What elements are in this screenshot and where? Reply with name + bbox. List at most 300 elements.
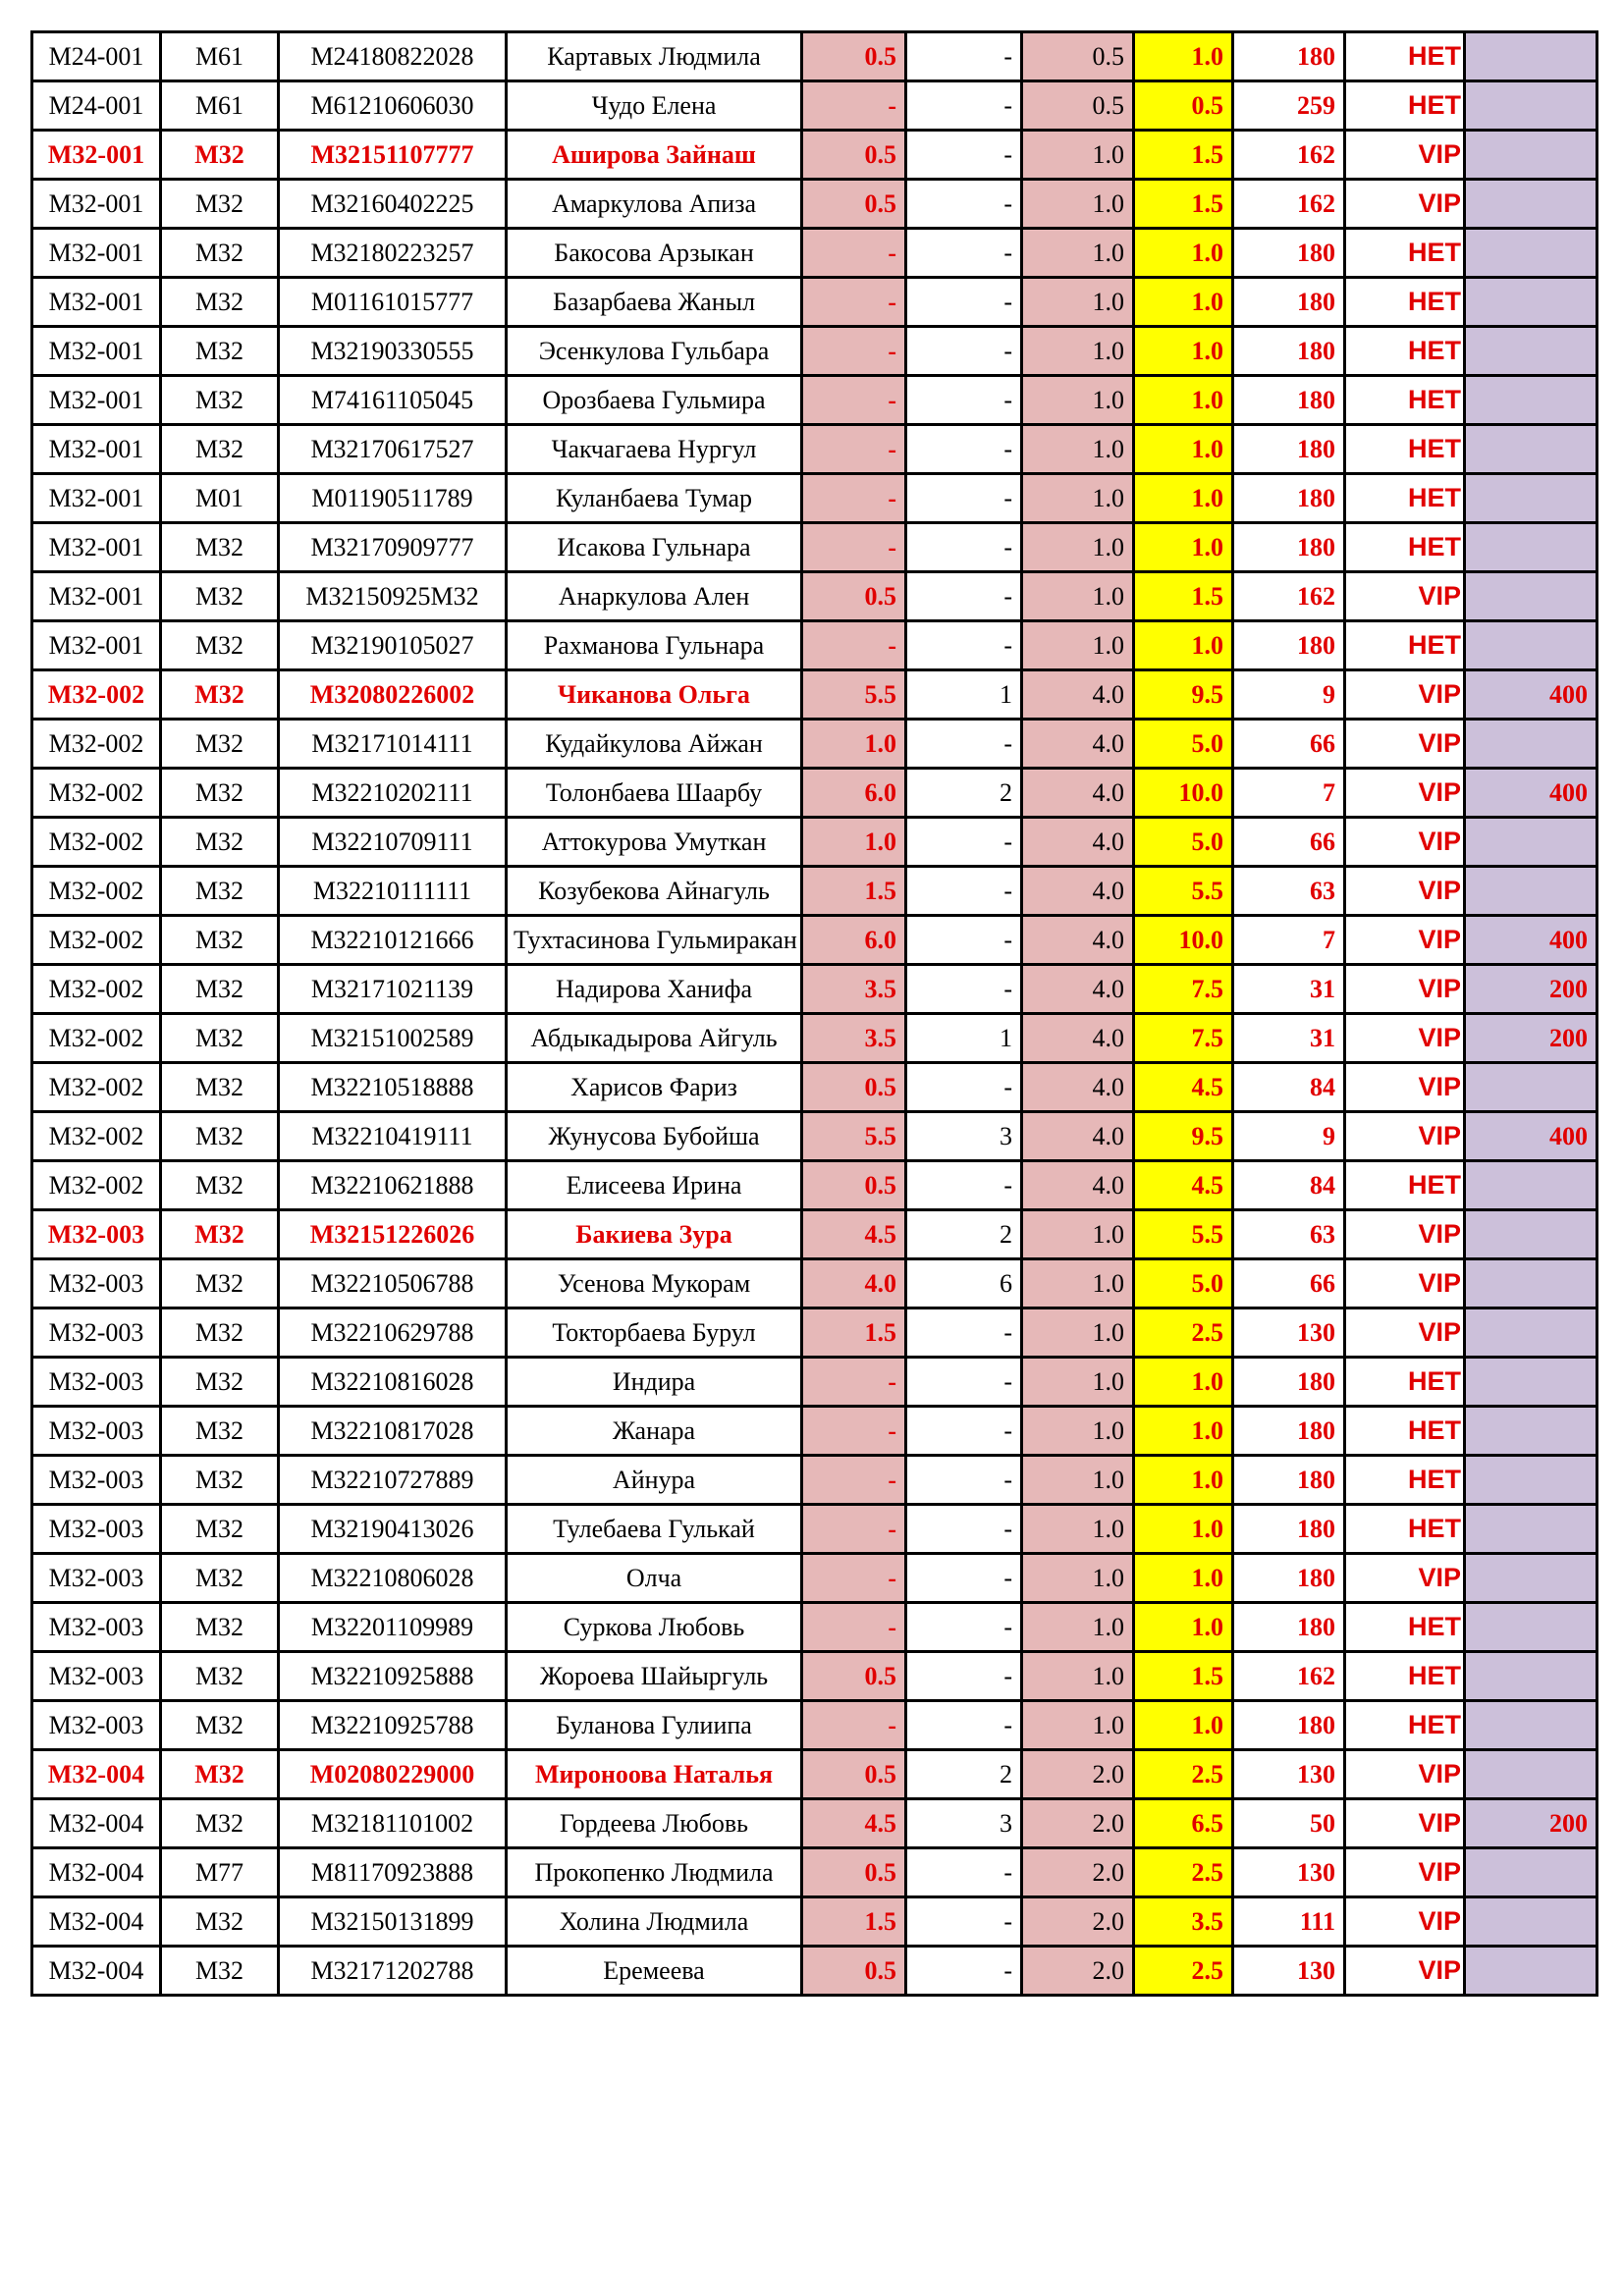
group-code-cell: M32-002: [32, 769, 161, 818]
rank-cell: 63: [1233, 1210, 1345, 1259]
branch-code-cell: M32: [161, 425, 279, 474]
table-row: [32, 1652, 1597, 1701]
status-badge: НЕТ: [1345, 278, 1465, 327]
value-b-cell: 1.0: [1022, 1456, 1134, 1505]
count-cell: -: [906, 376, 1022, 425]
count-cell: -: [906, 278, 1022, 327]
status-badge: VIP: [1345, 1554, 1465, 1603]
name-cell: Козубекова Айнагуль: [507, 867, 802, 916]
branch-code-cell: M32: [161, 229, 279, 278]
name-cell: Кудайкулова Айжан: [507, 720, 802, 769]
total-cell: 1.0: [1134, 621, 1233, 670]
value-a-cell: 4.5: [802, 1210, 906, 1259]
table-row: [32, 131, 1597, 180]
table-row: [32, 1799, 1597, 1848]
status-badge: VIP: [1345, 1799, 1465, 1848]
bonus-cell: [1465, 1505, 1597, 1554]
bonus-cell: [1465, 720, 1597, 769]
bonus-cell: [1465, 1848, 1597, 1897]
group-code-cell: M32-001: [32, 131, 161, 180]
bonus-cell: [1465, 1750, 1597, 1799]
group-code-cell: M32-001: [32, 523, 161, 572]
value-b-cell: 0.5: [1022, 32, 1134, 81]
status-badge: НЕТ: [1345, 1652, 1465, 1701]
branch-code-cell: M32: [161, 1897, 279, 1947]
value-a-cell: -: [802, 425, 906, 474]
value-b-cell: 2.0: [1022, 1897, 1134, 1947]
count-cell: -: [906, 1505, 1022, 1554]
bonus-cell: 400: [1465, 1112, 1597, 1161]
table-row: [32, 1505, 1597, 1554]
count-cell: 1: [906, 670, 1022, 720]
branch-code-cell: M32: [161, 1750, 279, 1799]
status-badge: VIP: [1345, 867, 1465, 916]
value-a-cell: -: [802, 1505, 906, 1554]
bonus-cell: [1465, 180, 1597, 229]
member-id-cell: M32150925M32: [279, 572, 507, 621]
name-cell: Еремеева: [507, 1947, 802, 1996]
rank-cell: 66: [1233, 818, 1345, 867]
count-cell: -: [906, 1063, 1022, 1112]
total-cell: 1.5: [1134, 180, 1233, 229]
value-a-cell: 0.5: [802, 131, 906, 180]
rank-cell: 63: [1233, 867, 1345, 916]
total-cell: 0.5: [1134, 81, 1233, 131]
value-b-cell: 4.0: [1022, 1112, 1134, 1161]
table-row: [32, 1161, 1597, 1210]
total-cell: 1.0: [1134, 32, 1233, 81]
group-code-cell: M32-003: [32, 1603, 161, 1652]
bonus-cell: [1465, 1947, 1597, 1996]
value-b-cell: 1.0: [1022, 131, 1134, 180]
value-b-cell: 1.0: [1022, 474, 1134, 523]
table-row: [32, 621, 1597, 670]
status-badge: VIP: [1345, 1112, 1465, 1161]
total-cell: 2.5: [1134, 1750, 1233, 1799]
value-a-cell: -: [802, 1701, 906, 1750]
status-badge: VIP: [1345, 180, 1465, 229]
count-cell: 2: [906, 769, 1022, 818]
bonus-cell: [1465, 621, 1597, 670]
table-row: [32, 1112, 1597, 1161]
name-cell: Аттокурова Умуткан: [507, 818, 802, 867]
rank-cell: 7: [1233, 769, 1345, 818]
count-cell: -: [906, 1456, 1022, 1505]
table-row: [32, 278, 1597, 327]
rank-cell: 180: [1233, 523, 1345, 572]
bonus-cell: [1465, 1210, 1597, 1259]
table-row: [32, 1554, 1597, 1603]
value-b-cell: 1.0: [1022, 1407, 1134, 1456]
member-id-cell: M32210121666: [279, 916, 507, 965]
status-badge: НЕТ: [1345, 1358, 1465, 1407]
status-badge: НЕТ: [1345, 376, 1465, 425]
value-a-cell: -: [802, 1407, 906, 1456]
table-row: [32, 1308, 1597, 1358]
member-id-cell: M32210202111: [279, 769, 507, 818]
name-cell: Тулебаева Гулькай: [507, 1505, 802, 1554]
name-cell: Индира: [507, 1358, 802, 1407]
member-id-cell: M32151226026: [279, 1210, 507, 1259]
total-cell: 5.0: [1134, 1259, 1233, 1308]
value-b-cell: 4.0: [1022, 769, 1134, 818]
status-badge: VIP: [1345, 965, 1465, 1014]
group-code-cell: M32-002: [32, 867, 161, 916]
rank-cell: 31: [1233, 965, 1345, 1014]
count-cell: 3: [906, 1799, 1022, 1848]
table-row: [32, 229, 1597, 278]
value-b-cell: 2.0: [1022, 1947, 1134, 1996]
table-row: [32, 1848, 1597, 1897]
bonus-cell: [1465, 1308, 1597, 1358]
bonus-cell: [1465, 1652, 1597, 1701]
status-badge: VIP: [1345, 1063, 1465, 1112]
group-code-cell: M32-004: [32, 1947, 161, 1996]
bonus-cell: [1465, 32, 1597, 81]
count-cell: -: [906, 1161, 1022, 1210]
value-a-cell: 5.5: [802, 1112, 906, 1161]
member-id-cell: M32171014111: [279, 720, 507, 769]
bonus-cell: [1465, 1701, 1597, 1750]
count-cell: -: [906, 1358, 1022, 1407]
count-cell: -: [906, 720, 1022, 769]
rank-cell: 66: [1233, 720, 1345, 769]
name-cell: Токторбаева Бурул: [507, 1308, 802, 1358]
total-cell: 9.5: [1134, 670, 1233, 720]
count-cell: -: [906, 818, 1022, 867]
status-badge: VIP: [1345, 1848, 1465, 1897]
value-a-cell: -: [802, 621, 906, 670]
table-row: [32, 1947, 1597, 1996]
rank-cell: 162: [1233, 180, 1345, 229]
bonus-cell: [1465, 867, 1597, 916]
name-cell: Абдыкадырова Айгуль: [507, 1014, 802, 1063]
table-row: [32, 1750, 1597, 1799]
rank-cell: 180: [1233, 1505, 1345, 1554]
count-cell: -: [906, 1603, 1022, 1652]
value-a-cell: 5.5: [802, 670, 906, 720]
member-id-cell: M32210817028: [279, 1407, 507, 1456]
value-b-cell: 1.0: [1022, 1554, 1134, 1603]
group-code-cell: M32-001: [32, 327, 161, 376]
bonus-cell: [1465, 81, 1597, 131]
value-a-cell: 4.5: [802, 1799, 906, 1848]
group-code-cell: M32-003: [32, 1407, 161, 1456]
total-cell: 1.0: [1134, 278, 1233, 327]
status-badge: VIP: [1345, 131, 1465, 180]
value-b-cell: 1.0: [1022, 1210, 1134, 1259]
group-code-cell: M32-003: [32, 1456, 161, 1505]
status-badge: НЕТ: [1345, 229, 1465, 278]
rank-cell: 130: [1233, 1308, 1345, 1358]
branch-code-cell: M32: [161, 180, 279, 229]
member-id-cell: M24180822028: [279, 32, 507, 81]
value-a-cell: 1.0: [802, 818, 906, 867]
rank-cell: 111: [1233, 1897, 1345, 1947]
total-cell: 1.0: [1134, 229, 1233, 278]
rank-cell: 180: [1233, 327, 1345, 376]
name-cell: Олча: [507, 1554, 802, 1603]
member-id-cell: M32210629788: [279, 1308, 507, 1358]
branch-code-cell: M32: [161, 965, 279, 1014]
value-a-cell: 0.5: [802, 1063, 906, 1112]
name-cell: Гордеева Любовь: [507, 1799, 802, 1848]
value-a-cell: 1.5: [802, 867, 906, 916]
status-badge: VIP: [1345, 720, 1465, 769]
group-code-cell: M32-002: [32, 818, 161, 867]
rank-cell: 7: [1233, 916, 1345, 965]
total-cell: 6.5: [1134, 1799, 1233, 1848]
value-a-cell: 0.5: [802, 1848, 906, 1897]
group-code-cell: M32-003: [32, 1358, 161, 1407]
value-a-cell: 1.5: [802, 1897, 906, 1947]
group-code-cell: M24-001: [32, 32, 161, 81]
count-cell: -: [906, 1701, 1022, 1750]
branch-code-cell: M32: [161, 278, 279, 327]
rank-cell: 9: [1233, 670, 1345, 720]
value-a-cell: -: [802, 523, 906, 572]
branch-code-cell: M32: [161, 1112, 279, 1161]
total-cell: 7.5: [1134, 965, 1233, 1014]
branch-code-cell: M32: [161, 1063, 279, 1112]
bonus-cell: 400: [1465, 670, 1597, 720]
rank-cell: 162: [1233, 572, 1345, 621]
name-cell: Надирова Ханифа: [507, 965, 802, 1014]
bonus-cell: [1465, 1161, 1597, 1210]
member-id-cell: M32190330555: [279, 327, 507, 376]
total-cell: 1.0: [1134, 425, 1233, 474]
status-badge: VIP: [1345, 1947, 1465, 1996]
total-cell: 1.0: [1134, 474, 1233, 523]
member-id-cell: M32180223257: [279, 229, 507, 278]
rank-cell: 180: [1233, 278, 1345, 327]
name-cell: Усенова Мукорам: [507, 1259, 802, 1308]
name-cell: Бакиева Зура: [507, 1210, 802, 1259]
bonus-cell: [1465, 278, 1597, 327]
rank-cell: 130: [1233, 1947, 1345, 1996]
member-id-cell: M01190511789: [279, 474, 507, 523]
table-row: [32, 1603, 1597, 1652]
total-cell: 10.0: [1134, 916, 1233, 965]
bonus-cell: 200: [1465, 965, 1597, 1014]
status-badge: НЕТ: [1345, 425, 1465, 474]
status-badge: VIP: [1345, 1259, 1465, 1308]
branch-code-cell: M32: [161, 1456, 279, 1505]
bonus-cell: [1465, 474, 1597, 523]
value-b-cell: 4.0: [1022, 670, 1134, 720]
name-cell: Айнура: [507, 1456, 802, 1505]
count-cell: 6: [906, 1259, 1022, 1308]
count-cell: -: [906, 1308, 1022, 1358]
branch-code-cell: M32: [161, 1603, 279, 1652]
count-cell: -: [906, 131, 1022, 180]
branch-code-cell: M32: [161, 523, 279, 572]
total-cell: 1.0: [1134, 1505, 1233, 1554]
branch-code-cell: M32: [161, 769, 279, 818]
value-a-cell: 0.5: [802, 1652, 906, 1701]
table-row: [32, 670, 1597, 720]
branch-code-cell: M61: [161, 81, 279, 131]
value-a-cell: 0.5: [802, 572, 906, 621]
branch-code-cell: M32: [161, 327, 279, 376]
name-cell: Базарбаева Жаныл: [507, 278, 802, 327]
status-badge: VIP: [1345, 1210, 1465, 1259]
total-cell: 1.5: [1134, 572, 1233, 621]
status-badge: НЕТ: [1345, 1407, 1465, 1456]
branch-code-cell: M32: [161, 670, 279, 720]
group-code-cell: M32-003: [32, 1505, 161, 1554]
name-cell: Чудо Елена: [507, 81, 802, 131]
total-cell: 1.5: [1134, 131, 1233, 180]
branch-code-cell: M61: [161, 32, 279, 81]
status-badge: НЕТ: [1345, 523, 1465, 572]
member-id-cell: M32210816028: [279, 1358, 507, 1407]
member-id-cell: M32190105027: [279, 621, 507, 670]
group-code-cell: M32-001: [32, 229, 161, 278]
name-cell: Харисов Фариз: [507, 1063, 802, 1112]
group-code-cell: M32-002: [32, 670, 161, 720]
group-code-cell: M32-001: [32, 474, 161, 523]
member-id-cell: M32181101002: [279, 1799, 507, 1848]
bonus-cell: [1465, 1259, 1597, 1308]
rank-cell: 66: [1233, 1259, 1345, 1308]
table-row: [32, 916, 1597, 965]
count-cell: -: [906, 1897, 1022, 1947]
group-code-cell: M32-002: [32, 720, 161, 769]
name-cell: Чакчагаева Нургул: [507, 425, 802, 474]
status-badge: НЕТ: [1345, 1505, 1465, 1554]
member-id-cell: M32210518888: [279, 1063, 507, 1112]
data-table: [30, 30, 1598, 1997]
group-code-cell: M32-003: [32, 1308, 161, 1358]
name-cell: Чиканова Ольга: [507, 670, 802, 720]
rank-cell: 180: [1233, 32, 1345, 81]
group-code-cell: M32-004: [32, 1750, 161, 1799]
value-b-cell: 4.0: [1022, 720, 1134, 769]
status-badge: VIP: [1345, 1014, 1465, 1063]
value-a-cell: 6.0: [802, 769, 906, 818]
rank-cell: 84: [1233, 1161, 1345, 1210]
value-a-cell: 6.0: [802, 916, 906, 965]
value-b-cell: 2.0: [1022, 1750, 1134, 1799]
value-a-cell: 1.5: [802, 1308, 906, 1358]
bonus-cell: [1465, 1603, 1597, 1652]
branch-code-cell: M32: [161, 1358, 279, 1407]
branch-code-cell: M32: [161, 1554, 279, 1603]
branch-code-cell: M32: [161, 376, 279, 425]
branch-code-cell: M32: [161, 916, 279, 965]
table-row: [32, 572, 1597, 621]
branch-code-cell: M32: [161, 1652, 279, 1701]
value-b-cell: 1.0: [1022, 1358, 1134, 1407]
name-cell: Анаркулова Ален: [507, 572, 802, 621]
branch-code-cell: M01: [161, 474, 279, 523]
value-b-cell: 1.0: [1022, 621, 1134, 670]
table-row: [32, 376, 1597, 425]
value-a-cell: 3.5: [802, 965, 906, 1014]
rank-cell: 180: [1233, 1603, 1345, 1652]
value-b-cell: 1.0: [1022, 327, 1134, 376]
rank-cell: 9: [1233, 1112, 1345, 1161]
group-code-cell: M32-001: [32, 278, 161, 327]
branch-code-cell: M32: [161, 1799, 279, 1848]
name-cell: Аширова Зайнаш: [507, 131, 802, 180]
count-cell: -: [906, 867, 1022, 916]
status-badge: VIP: [1345, 670, 1465, 720]
bonus-cell: [1465, 1554, 1597, 1603]
table-row: [32, 1407, 1597, 1456]
value-a-cell: 0.5: [802, 180, 906, 229]
branch-code-cell: M32: [161, 1161, 279, 1210]
member-id-cell: M32210621888: [279, 1161, 507, 1210]
branch-code-cell: M32: [161, 131, 279, 180]
group-code-cell: M32-002: [32, 916, 161, 965]
value-a-cell: 3.5: [802, 1014, 906, 1063]
member-id-cell: M32190413026: [279, 1505, 507, 1554]
bonus-cell: [1465, 1456, 1597, 1505]
total-cell: 2.5: [1134, 1947, 1233, 1996]
rank-cell: 162: [1233, 1652, 1345, 1701]
bonus-cell: [1465, 131, 1597, 180]
member-id-cell: M32210111111: [279, 867, 507, 916]
value-a-cell: 0.5: [802, 1161, 906, 1210]
name-cell: Орозбаева Гульмира: [507, 376, 802, 425]
name-cell: Эсенкулова Гульбара: [507, 327, 802, 376]
rank-cell: 84: [1233, 1063, 1345, 1112]
bonus-cell: 400: [1465, 916, 1597, 965]
group-code-cell: M32-003: [32, 1652, 161, 1701]
total-cell: 1.0: [1134, 376, 1233, 425]
value-a-cell: -: [802, 376, 906, 425]
count-cell: 1: [906, 1014, 1022, 1063]
member-id-cell: M01161015777: [279, 278, 507, 327]
value-b-cell: 1.0: [1022, 1259, 1134, 1308]
value-a-cell: -: [802, 81, 906, 131]
group-code-cell: M32-001: [32, 425, 161, 474]
member-id-cell: M32170909777: [279, 523, 507, 572]
status-badge: VIP: [1345, 818, 1465, 867]
name-cell: Толонбаева Шаарбу: [507, 769, 802, 818]
rank-cell: 180: [1233, 1358, 1345, 1407]
branch-code-cell: M32: [161, 1014, 279, 1063]
group-code-cell: M32-003: [32, 1554, 161, 1603]
rank-cell: 180: [1233, 425, 1345, 474]
total-cell: 1.0: [1134, 327, 1233, 376]
value-b-cell: 0.5: [1022, 81, 1134, 131]
bonus-cell: [1465, 1407, 1597, 1456]
table-row: [32, 327, 1597, 376]
count-cell: -: [906, 621, 1022, 670]
table-body: [32, 32, 1597, 1996]
value-b-cell: 1.0: [1022, 1652, 1134, 1701]
value-a-cell: -: [802, 327, 906, 376]
branch-code-cell: M32: [161, 867, 279, 916]
rank-cell: 130: [1233, 1750, 1345, 1799]
bonus-cell: [1465, 818, 1597, 867]
total-cell: 4.5: [1134, 1161, 1233, 1210]
total-cell: 5.5: [1134, 1210, 1233, 1259]
member-id-cell: M32171021139: [279, 965, 507, 1014]
group-code-cell: M32-003: [32, 1210, 161, 1259]
table-row: [32, 720, 1597, 769]
table-row: [32, 1701, 1597, 1750]
total-cell: 1.0: [1134, 1603, 1233, 1652]
count-cell: -: [906, 572, 1022, 621]
bonus-cell: [1465, 1063, 1597, 1112]
name-cell: Тухтасинова Гульмиракан: [507, 916, 802, 965]
table-row: [32, 1210, 1597, 1259]
value-a-cell: -: [802, 1456, 906, 1505]
